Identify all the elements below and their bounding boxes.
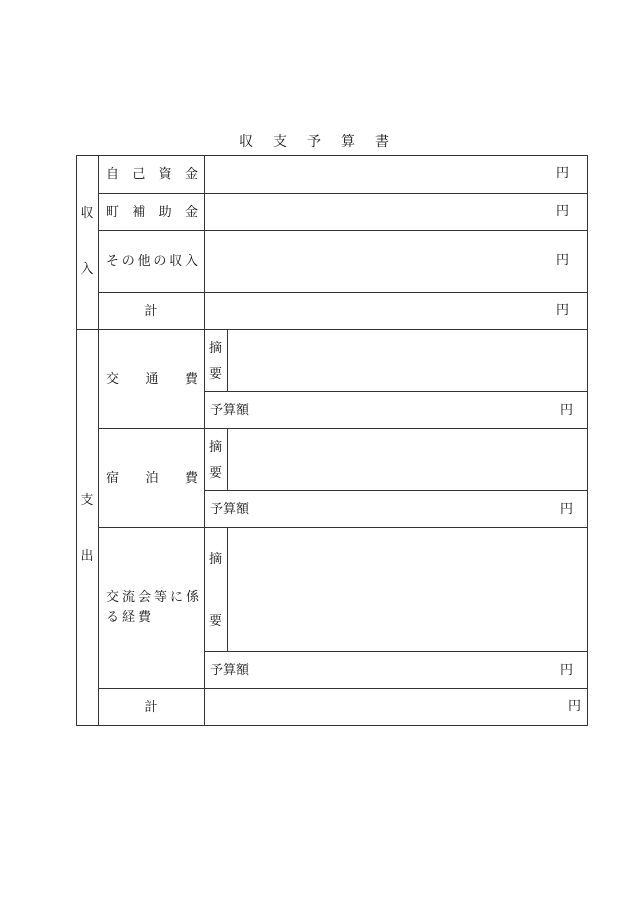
summary-divider (227, 428, 228, 490)
income-label-other: そ の 他 の 収 入 (106, 253, 198, 269)
summary-label: 摘 (209, 341, 223, 356)
income-label-own-funds: 自 己 資 金 (106, 166, 198, 182)
label-column-divider (204, 155, 205, 726)
summary-label: 摘 (209, 440, 223, 455)
expense-total-unit: 円 (568, 699, 582, 714)
section-divider (76, 329, 588, 330)
budget-unit: 円 (560, 502, 574, 517)
expense-total-label: 計 (144, 699, 158, 715)
row-divider (98, 688, 588, 689)
document-title (0, 131, 630, 151)
budget-amount-label: 予算額 (210, 663, 250, 678)
row-divider (204, 391, 588, 392)
summary-divider (227, 329, 228, 391)
budget-unit: 円 (560, 663, 574, 678)
expense-label-exchange-line2: る経費 (106, 610, 155, 625)
row-divider (98, 230, 588, 231)
row-divider (98, 527, 588, 528)
expense-label-lodging: 宿 泊 費 (106, 470, 198, 486)
table-border-bottom (76, 725, 588, 726)
budget-unit: 円 (560, 403, 574, 418)
summary-label: 摘 (209, 552, 223, 567)
row-divider (204, 651, 588, 652)
summary-divider (227, 527, 228, 651)
income-side-label: 収 (80, 206, 94, 221)
expense-side-label-2: 出 (80, 549, 94, 564)
budget-amount-label: 予算額 (210, 403, 250, 418)
title-char: 支 (273, 134, 289, 150)
income-total-label: 計 (144, 303, 158, 319)
title-char: 予 (307, 134, 323, 150)
expense-label-transport: 交 通 費 (106, 371, 198, 387)
title-char: 収 (239, 134, 255, 150)
summary-label: 要 (209, 466, 223, 481)
row-divider (98, 193, 588, 194)
side-column-divider (98, 155, 99, 726)
income-label-town-subsidy: 町 補 助 金 (106, 204, 198, 220)
budget-table (76, 155, 588, 725)
row-divider (98, 428, 588, 429)
expense-label-exchange-line1: 交流会等に係 (106, 590, 203, 605)
summary-label: 要 (209, 614, 223, 629)
row-divider (204, 490, 588, 491)
income-unit: 円 (556, 204, 570, 219)
budget-amount-label: 予算額 (210, 502, 250, 517)
income-unit: 円 (556, 166, 570, 181)
title-char: 書 (375, 134, 391, 150)
expense-side-label: 支 (80, 493, 94, 508)
income-total-unit: 円 (556, 303, 570, 318)
table-border-right (587, 155, 588, 726)
income-side-label-2: 入 (80, 262, 94, 277)
summary-label: 要 (209, 367, 223, 382)
table-border-left (76, 155, 77, 726)
table-border-top (76, 155, 588, 156)
title-char: 算 (341, 134, 357, 150)
income-unit: 円 (556, 253, 570, 268)
row-divider (98, 292, 588, 293)
